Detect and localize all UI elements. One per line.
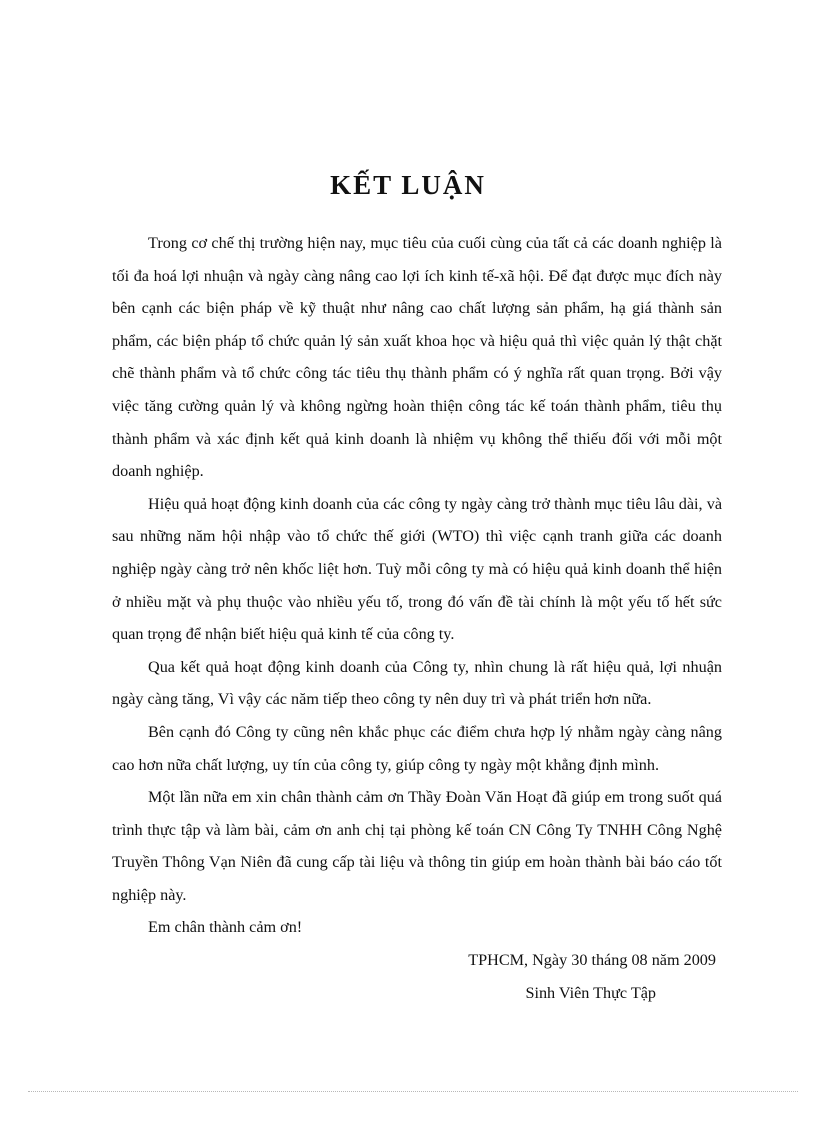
date-line: TPHCM, Ngày 30 tháng 08 năm 2009 (468, 951, 716, 970)
paragraph-5: Một lần nữa em xin chân thành cảm ơn Thầy Đoàn Văn Hoạt đã giúp em trong suốt quá trình thực tập và làm bài, cảm ơn anh chị tại phòng kế toán CN Công Ty TNHH Công Nghệ Truyền Thông Vạn Niên đã cung cấp tài liệu và thông tin giúp em hoàn thành bài báo cáo tốt nghiệp này. (112, 788, 722, 904)
paragraph-1: Trong cơ chế thị trường hiện nay, mục tiêu của cuối cùng của tất cả các doanh nghiệp là tối đa hoá lợi nhuận và ngày càng nâng cao lợi ích kinh tế-xã hội. Để đạt được mục đích này bên cạnh các biện pháp về kỹ thuật như nâng cao chất lượng sản phẩm, hạ giá thành sản phẩm, các biện pháp tổ chức quản lý sản xuất khoa học và hiệu quả thì việc quản lý thật chặt chẽ thành phẩm và tổ chức công tác tiêu thụ thành phẩm có ý nghĩa rất quan trọng. Bởi vậy việc tăng cường quản lý và không ngừng hoàn thiện công tác kế toán thành phẩm, tiêu thụ thành phẩm và xác định kết quả kinh doanh là nhiệm vụ không thể thiếu đối với mỗi một doanh nghiệp. (112, 234, 722, 481)
paragraph-2: Hiệu quả hoạt động kinh doanh của các công ty ngày càng trở thành mục tiêu lâu dài, và sau những năm hội nhập vào tổ chức thế giới (WTO) thì việc cạnh tranh giữa các doanh nghiệp ngày càng trở nên khốc liệt hơn. Tuỳ mỗi công ty mà có hiệu quả kinh doanh thể hiện ở nhiều mặt và phụ thuộc vào nhiều yếu tố, trong đó vấn đề tài chính là một yếu tố hết sức quan trọng để nhận biết hiệu quả kinh tế của công ty. (112, 494, 722, 644)
signature-label: Sinh Viên Thực Tập (525, 983, 656, 1002)
page-bottom-divider (28, 1091, 798, 1092)
closing-thanks: Em chân thành cảm ơn! (148, 918, 303, 937)
paragraph-3: Qua kết quả hoạt động kinh doanh của Công ty, nhìn chung là rất hiệu quả, lợi nhuận ngày càng tăng, Vì vậy các năm tiếp theo công ty nên duy trì và phát triển hơn nữa. (112, 657, 722, 709)
document-body (112, 227, 722, 1009)
paragraph-4: Bên cạnh đó Công ty cũng nên khắc phục các điểm chưa hợp lý nhằm ngày càng nâng cao hơn nữa chất lượng, uy tín của công ty, giúp công ty ngày một khẳng định mình. (112, 722, 722, 774)
page-title: KẾT LUẬN (330, 170, 486, 200)
